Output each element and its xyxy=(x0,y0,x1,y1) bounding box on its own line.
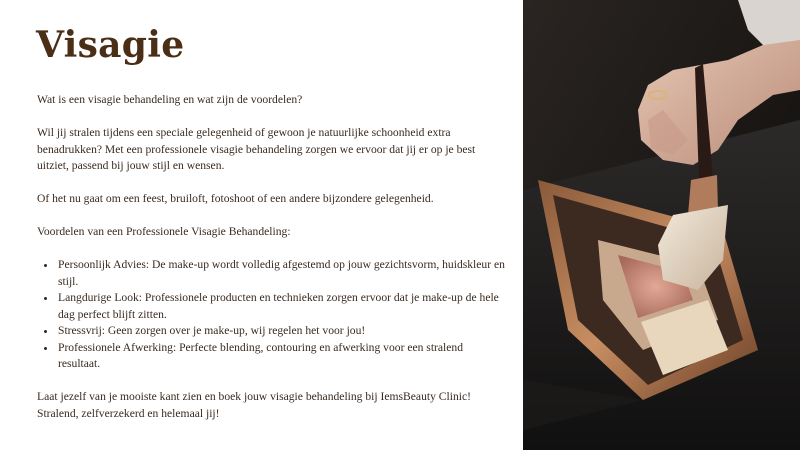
benefits-list xyxy=(37,257,507,373)
closing-paragraph: Laat jezelf van je mooiste kant zien en boek jouw visagie behandeling bij IemsBeauty Clinic! Stralend, zelfverzekerd en helemaal jij! xyxy=(37,390,471,420)
occasion-paragraph: Of het nu gaat om een feest, bruiloft, fotoshoot of een andere bijzondere gelegenheid. xyxy=(37,192,434,205)
benefit-item: • Persoonlijk Advies: De make-up wordt volledig afgestemd op jouw gezichtsvorm, huidskleur en stijl. xyxy=(57,257,507,290)
makeup-brush-palette-image xyxy=(523,0,800,450)
intro-question: Wat is een visagie behandeling en wat zijn de voordelen? xyxy=(37,93,303,106)
article-body xyxy=(37,92,507,439)
page-title: Visagie xyxy=(36,24,185,66)
makeup-photo xyxy=(523,0,800,450)
benefit-item: • Stressvrij: Geen zorgen over je make-up, wij regelen het voor jou! xyxy=(57,323,507,340)
intro-paragraph: Wil jij stralen tijdens een speciale gelegenheid of gewoon je natuurlijke schoonheid extra benadrukken? Met een professionele visagie behandeling zorgen we ervoor dat jij er op je best uitziet, passend bij jouw stijl en wensen. xyxy=(37,126,476,172)
benefit-item: • Professionele Afwerking: Perfecte blending, contouring en afwerking voor een stralend resultaat. xyxy=(57,340,507,373)
benefits-heading: Voordelen van een Professionele Visagie Behandeling: xyxy=(37,225,291,238)
benefit-item: • Langdurige Look: Professionele producten en technieken zorgen ervoor dat je make-up de hele dag perfect blijft zitten. xyxy=(57,290,507,323)
